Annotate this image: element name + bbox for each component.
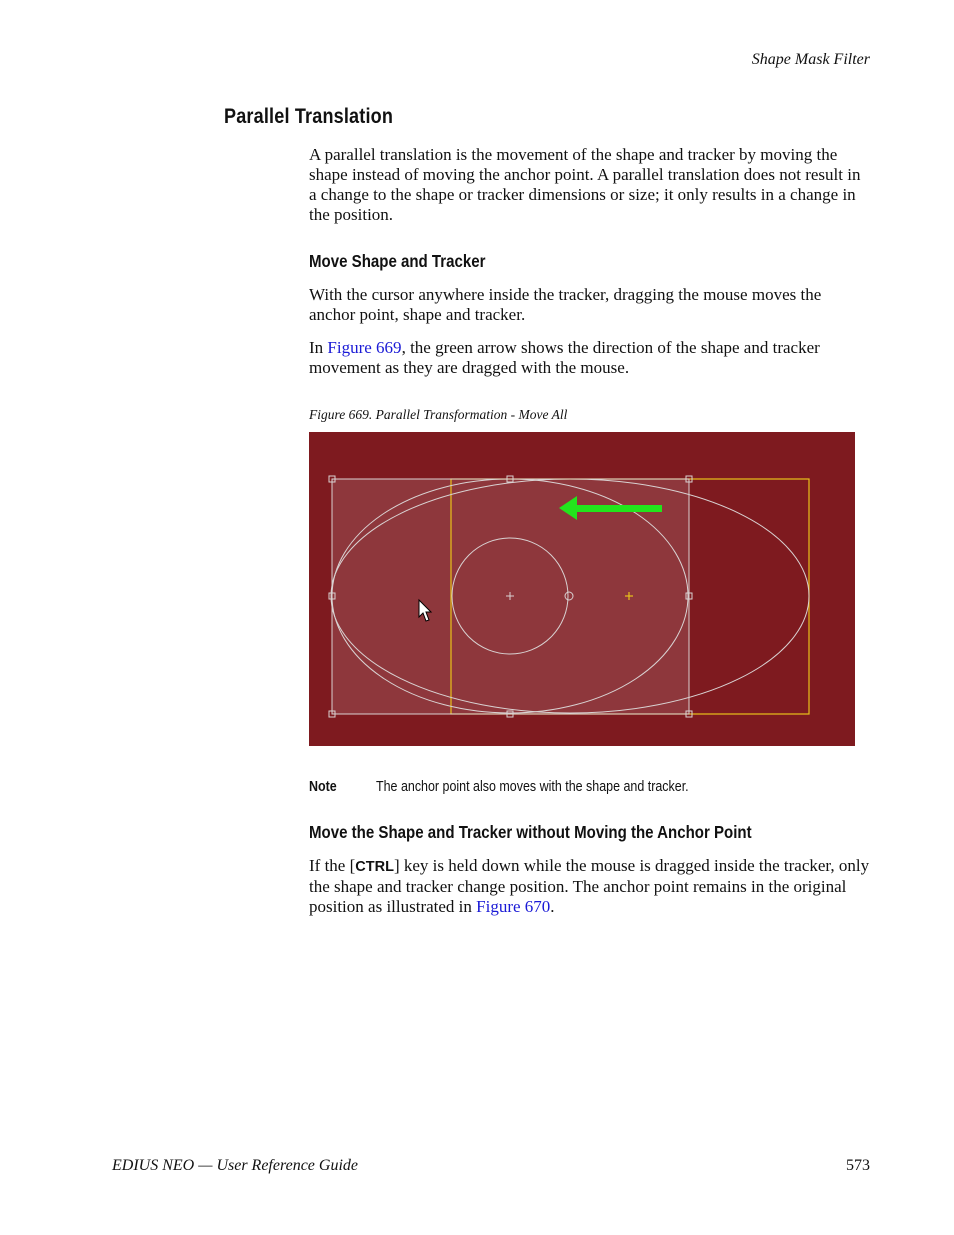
page-number: 573 xyxy=(846,1157,870,1174)
move-all-paragraph: With the cursor anywhere inside the tracker, dragging the mouse moves the anchor point, shape and tracker. xyxy=(309,285,822,324)
subheading-move-no-anchor: Move the Shape and Tracker without Moving the Anchor Point xyxy=(309,822,752,842)
ctrl-key-label: CTRL xyxy=(355,859,394,875)
figure-caption: Figure 669. Parallel Transformation - Move All xyxy=(309,407,568,422)
note-text: The anchor point also moves with the shape and tracker. xyxy=(376,779,689,795)
para-text: If the [ xyxy=(309,856,356,875)
para-text: . xyxy=(550,897,555,916)
intro-paragraph: A parallel translation is the movement of the shape and tracker by moving the shape instead of moving the anchor point. A parallel translation does not result in a change to the shape or tracker dimensions or size; it only results in a change in the position. xyxy=(309,145,861,224)
subheading-move-all: Move Shape and Tracker xyxy=(309,251,486,271)
note-label: Note xyxy=(309,779,337,795)
para-text: In xyxy=(309,338,328,357)
running-header: Shape Mask Filter xyxy=(751,51,870,68)
ctrl-paragraph xyxy=(309,856,871,917)
figure-670-link[interactable]: Figure 670 xyxy=(476,897,551,916)
para-text: , the green arrow shows the direction of the shape and tracker movement as they are dragged with the mouse. xyxy=(309,338,820,377)
figure-reference-paragraph xyxy=(309,338,871,378)
section-title: Parallel Translation xyxy=(224,105,394,128)
para-text: ] key is held down while the mouse is dragged inside the tracker, only the shape and tracker change position. The anchor point remains in the original position as illustrated in xyxy=(309,856,870,916)
footer-guide-title: EDIUS NEO — User Reference Guide xyxy=(112,1157,359,1174)
figure-669-link[interactable]: Figure 669 xyxy=(327,338,402,357)
figure-parallel-transformation xyxy=(309,432,855,746)
figure-illustration xyxy=(309,432,855,746)
